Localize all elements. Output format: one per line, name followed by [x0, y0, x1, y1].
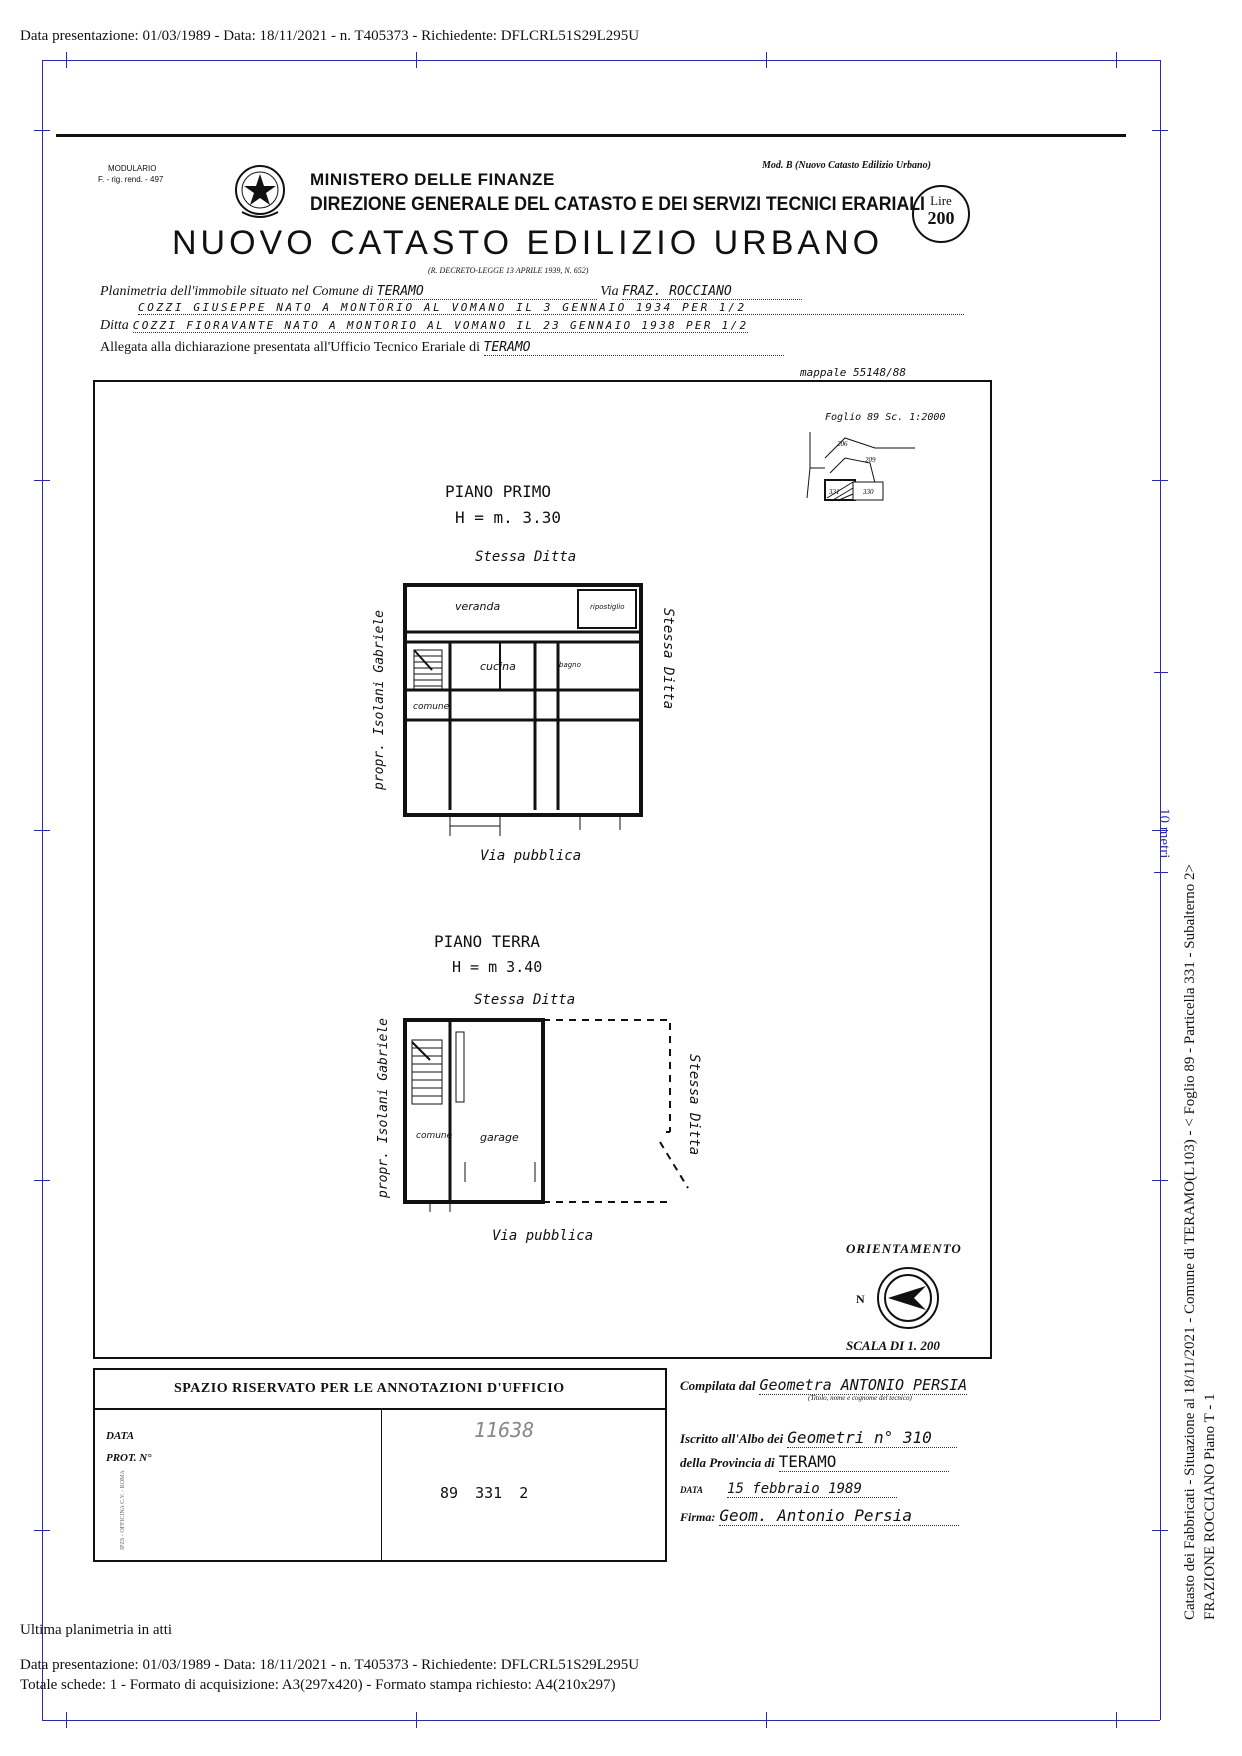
- owner1: COZZI GIUSEPPE NATO A MONTORIO AL VOMANO IL 3 GENNAIO 1934 PER 1/2: [138, 301, 964, 315]
- form-title: NUOVO CATASTO EDILIZIO URBANO: [172, 224, 884, 262]
- ground-floor-stessa-ditta: Stessa Ditta: [474, 992, 576, 1008]
- room-ripostiglio: ripostiglio: [590, 603, 625, 611]
- mod-b: Mod. B (Nuovo Catasto Edilizio Urbano): [762, 160, 931, 171]
- compilata-note: (Titolo, nome e cognome del tecnico): [808, 1394, 912, 1402]
- room-comune-ground: comune: [416, 1131, 453, 1141]
- owner2: COZZI FIORAVANTE NATO A MONTORIO AL VOMANO IL 23 GENNAIO 1938 PER 1/2: [132, 319, 749, 332]
- first-right-ditta: Stessa Ditta: [660, 608, 676, 710]
- office-ref: 89 331 2: [440, 1484, 529, 1502]
- top-rule: [56, 134, 1126, 137]
- firma-row: [680, 1506, 959, 1526]
- office-printer: IPZS - OFFICINA C.V. - ROMA: [120, 1470, 126, 1550]
- ground-floor-height: H = m 3.40: [452, 958, 543, 976]
- modulario-code: F. - rig. rend. - 497: [98, 175, 164, 184]
- room-garage: garage: [480, 1131, 519, 1144]
- ground-floor-plan: [370, 1012, 720, 1212]
- provincia-row: [680, 1452, 949, 1472]
- loc-num-4: 330: [863, 488, 874, 496]
- allegata-label: Allegata alla dichiarazione presentata all'Ufficio Tecnico Erariale di: [100, 340, 481, 355]
- header-line: Data presentazione: 01/03/1989 - Data: 18/11/2021 - n. T405373 - Richiedente: DFLCRL51S29L295U: [20, 28, 640, 44]
- footer-line1: Data presentazione: 01/03/1989 - Data: 18/11/2021 - n. T405373 - Richiedente: DFLCRL51S29L295U: [20, 1657, 640, 1673]
- data-value: 15 febbraio 1989: [727, 1481, 897, 1498]
- compass-icon: [876, 1266, 940, 1330]
- room-veranda: veranda: [455, 600, 501, 613]
- compilata-label: Compilata dal: [680, 1378, 756, 1393]
- location-note: Foglio 89 Sc. 1:2000: [825, 412, 946, 423]
- emblem-icon: [232, 162, 288, 222]
- room-comune-first: comune: [413, 702, 450, 712]
- first-left-neighbor: propr. Isolani Gabriele: [372, 609, 387, 790]
- stamp-lire: Lire: [930, 193, 952, 208]
- ground-street: Via pubblica: [492, 1228, 594, 1244]
- provincia-value: TERAMO: [779, 1452, 949, 1472]
- orientamento-label: ORIENTAMENTO: [846, 1241, 962, 1256]
- ground-left-neighbor: propr. Isolani Gabriele: [376, 1017, 391, 1198]
- office-stamp-number: 11638: [474, 1418, 535, 1442]
- provincia-label: della Provincia di: [680, 1455, 775, 1470]
- side-info-line2: FRAZIONE ROCCIANO Piano T - 1: [1202, 1393, 1218, 1620]
- side-info-line1: Catasto dei Fabbricati - Situazione al 18/11/2021 - Comune di TERAMO(L103) - < Foglio 89 - Particella 331 - Subalterno 2>: [1182, 864, 1198, 1620]
- direction: DIREZIONE GENERALE DEL CATASTO E DEI SERVIZI TECNICI ERARIALI: [310, 194, 925, 215]
- firma-value: Geom. Antonio Persia: [719, 1506, 959, 1526]
- ministry: MINISTERO DELLE FINANZE: [310, 170, 555, 189]
- stamp-value: 200: [927, 208, 955, 228]
- planimetria-row: [100, 284, 964, 300]
- room-cucina: cucina: [480, 660, 516, 673]
- compilata-value: Geometra ANTONIO PERSIA: [759, 1376, 968, 1394]
- location-map: [805, 428, 925, 504]
- ground-right-ditta: Stessa Ditta: [686, 1054, 702, 1156]
- modulario-label: MODULARIO: [108, 164, 157, 173]
- comune-value: TERAMO: [377, 284, 597, 300]
- loc-num-3: 331: [829, 488, 840, 496]
- scala-label: SCALA DI 1. 200: [846, 1338, 940, 1353]
- room-bagno: bagno: [559, 661, 581, 669]
- ditta-label: Ditta: [100, 318, 129, 333]
- last-plan-note: Ultima planimetria in atti: [20, 1622, 173, 1638]
- scale-label: 10 metri: [1156, 808, 1172, 859]
- office-title: SPAZIO RISERVATO PER LE ANNOTAZIONI D'UFFICIO: [174, 1381, 565, 1396]
- allegata-city: TERAMO: [484, 340, 784, 356]
- loc-num-1: 206: [837, 440, 848, 448]
- ditta-row: [100, 316, 964, 334]
- first-street: Via pubblica: [480, 848, 582, 864]
- decree: (R. DECRETO-LEGGE 13 APRILE 1939, N. 652): [428, 266, 589, 275]
- via-value: FRAZ. ROCCIANO: [622, 284, 802, 300]
- office-box: [93, 1368, 667, 1562]
- planimetria-label: Planimetria dell'immobile situato nel Comune di: [100, 284, 374, 299]
- office-prot-label: PROT. N°: [106, 1452, 152, 1464]
- iscritto-row: [680, 1428, 957, 1448]
- ground-floor-title: PIANO TERRA: [434, 932, 540, 951]
- first-floor-title: PIANO PRIMO: [445, 482, 551, 501]
- iscritto-label: Iscritto all'Albo dei: [680, 1431, 784, 1446]
- footer-line2: Totale schede: 1 - Formato di acquisizione: A3(297x420) - Formato stampa richiesto: A4(210x297): [20, 1677, 616, 1693]
- iscritto-value: Geometri n° 310: [787, 1428, 957, 1448]
- first-floor-height: H = m. 3.30: [455, 508, 561, 527]
- loc-num-2: 209: [865, 456, 876, 464]
- office-data-label: DATA: [106, 1430, 135, 1442]
- stamp-circle: [912, 185, 970, 243]
- mappale: mappale 55148/88: [800, 366, 906, 379]
- via-label: Via: [600, 284, 619, 299]
- allegata-row: [100, 340, 964, 356]
- side-info: [1180, 864, 1220, 1620]
- first-floor-stessa-ditta: Stessa Ditta: [475, 549, 577, 565]
- firma-label: Firma:: [680, 1510, 716, 1524]
- data-row: [680, 1480, 897, 1498]
- compilata-row: [680, 1376, 967, 1395]
- north-label: N: [856, 1292, 865, 1306]
- data-label: DATA: [680, 1485, 704, 1495]
